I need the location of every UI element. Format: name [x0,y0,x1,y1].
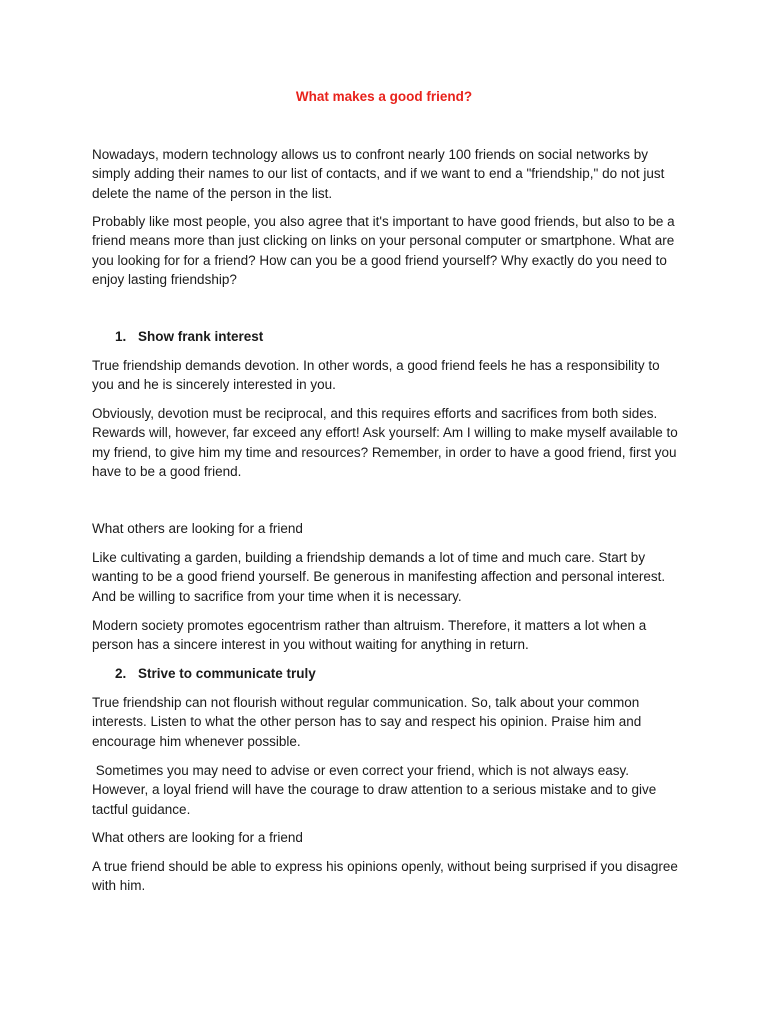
section-1-heading-text: Show frank interest [138,329,264,344]
section-2-paragraph-1: True friendship can not flourish without regular communication. So, talk about your common interests. Listen to what the other person has to say and respect his opinion. Praise him and encourage him whenever possible. [92,695,642,749]
intro-paragraph-2: Probably like most people, you also agree that it's important to have good friends, but also to be a friend means more than just clicking on links on your personal computer or smartphone. What are you looking for for a friend? How can you be a good friend yourself? Why exactly do you need to enjoy lasting friendship? [92,214,675,288]
section-2-subheading: What others are looking for a friend [92,830,303,845]
section-1-subheading: What others are looking for a friend [92,521,303,536]
section-1-paragraph-4: Modern society promotes egocentrism rather than altruism. Therefore, it matters a lot when a person has a sincere interest in you without waiting for anything in return. [92,618,647,653]
section-1-number: 1. [115,329,127,344]
section-2-number: 2. [115,666,127,681]
section-2-paragraph-2: Sometimes you may need to advise or even correct your friend, which is not always easy. However, a loyal friend will have the courage to draw attention to a serious mistake and to give tactful guidance. [92,763,661,817]
section-2-paragraph-3: A true friend should be able to express his opinions openly, without being surprised if you disagree with him. [92,859,678,894]
section-1-paragraph-1: True friendship demands devotion. In other words, a good friend feels he has a responsibility to you and he is sincerely interested in you. [92,358,660,393]
intro-paragraph-1: Nowadays, modern technology allows us to confront nearly 100 friends on social networks by simply adding their names to our list of contacts, and if we want to end a "friendship," do not just delete the name of the person in the list. [92,147,665,201]
section-2-heading [115,664,316,683]
section-1-paragraph-3: Like cultivating a garden, building a friendship demands a lot of time and much care. Start by wanting to be a good friend yourself. Be generous in manifesting affection and personal interest. And be willing to sacrifice from your time when it is necessary. [92,550,666,604]
section-1-paragraph-2: Obviously, devotion must be reciprocal, and this requires efforts and sacrifices from both sides. Rewards will, however, far exceed any effort! Ask yourself: Am I willing to make myself available to my friend, to give him my time and resources? Remember, in order to have a good friend, first you have to be a good friend. [92,406,678,480]
document-title: What makes a good friend? [295,89,473,104]
section-1-heading [115,327,263,346]
section-2-heading-text: Strive to communicate truly [138,666,316,681]
